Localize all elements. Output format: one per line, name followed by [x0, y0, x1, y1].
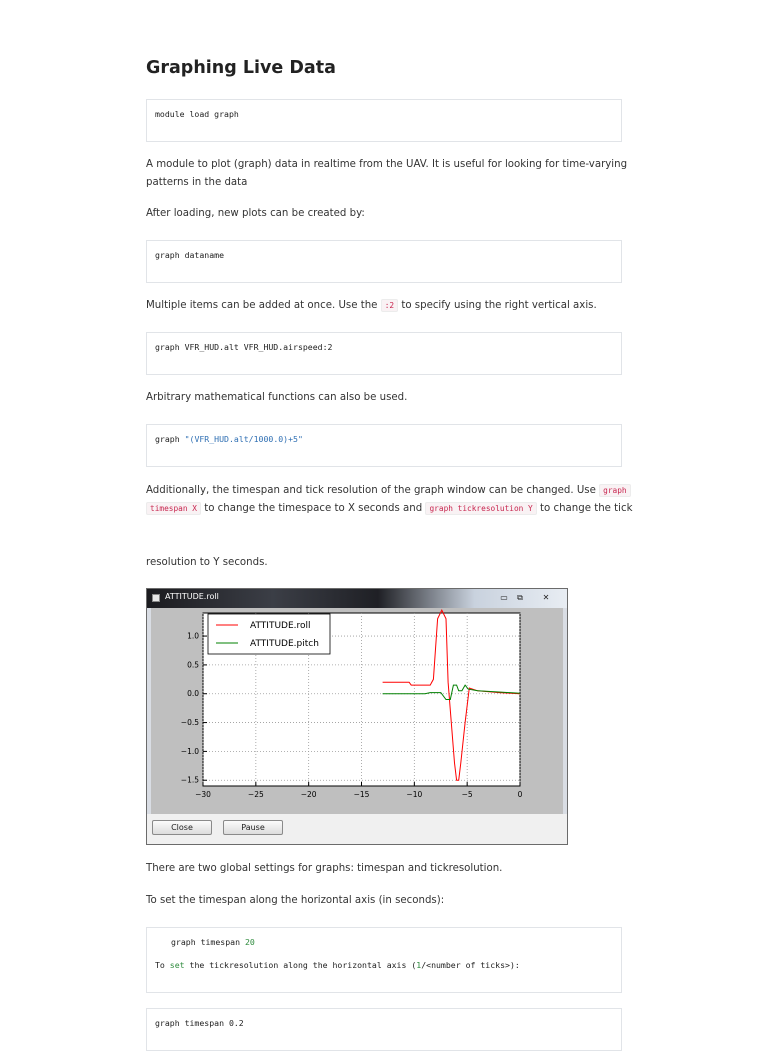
- intro-text-2: patterns in the data: [146, 177, 248, 188]
- intro-text: A module to plot (graph) data in realtime from the UAV. It is useful for looking for time-varying: [146, 159, 628, 170]
- additionally-text: Additionally, the timespan and tick resolution of the graph window can be changed. Use: [146, 485, 596, 496]
- close-button[interactable]: Close: [152, 820, 212, 835]
- inline-code: graph tickresolution Y: [425, 502, 536, 515]
- x-tick-label: −15: [353, 790, 370, 799]
- code-line: [171, 937, 255, 947]
- window-titlebar: [147, 589, 567, 608]
- code-line: [155, 960, 520, 970]
- code-keyword: set: [169, 960, 185, 970]
- global-settings-paragraph: There are two global settings for graphs: timespan and tickresolution.: [146, 863, 503, 874]
- multiple-paragraph: [146, 297, 622, 315]
- legend: [208, 614, 330, 654]
- code-text: graph timespan: [171, 937, 241, 947]
- legend-label: ATTITUDE.pitch: [250, 639, 319, 649]
- code-line: graph VFR_HUD.alt VFR_HUD.airspeed:2: [155, 342, 333, 352]
- x-tick-label: 0: [517, 790, 523, 799]
- minimize-icon[interactable]: ▭: [500, 593, 508, 602]
- code-string: "(VFR_HUD.alt/1000.0)+5": [184, 434, 303, 444]
- multiple-text-post: to specify using the right vertical axis.: [401, 300, 597, 311]
- code-text: To: [155, 960, 165, 970]
- resolution-paragraph: resolution to Y seconds.: [146, 557, 268, 568]
- x-tick-label: −25: [247, 790, 264, 799]
- graph-window-screenshot: [146, 588, 568, 845]
- code-text: /<number of ticks>):: [421, 960, 520, 970]
- code-block-math: [146, 424, 622, 467]
- close-icon[interactable]: ✕: [542, 593, 550, 602]
- maximize-icon[interactable]: ⧉: [517, 593, 523, 602]
- code-block-timespan: [146, 927, 622, 993]
- additionally-post: to change the tick: [540, 503, 633, 514]
- inline-code: graph: [599, 484, 630, 497]
- code-block-graph: [146, 240, 622, 283]
- arbitrary-paragraph: Arbitrary mathematical functions can also be used.: [146, 392, 408, 403]
- code-text: the tickresolution along the horizontal axis (: [189, 960, 417, 970]
- set-timespan-paragraph: To set the timespan along the horizontal axis (in seconds):: [146, 895, 445, 906]
- x-tick-label: −30: [195, 790, 211, 799]
- code-line: graph dataname: [155, 250, 225, 260]
- inline-code: timespan X: [146, 502, 201, 515]
- y-tick-label: 1.0: [187, 631, 199, 641]
- code-number: 1: [416, 960, 422, 970]
- intro-paragraph: [146, 156, 628, 192]
- code-line: graph timespan 0.2: [155, 1018, 244, 1028]
- line-chart: [151, 608, 563, 814]
- code-number: 20: [244, 937, 255, 947]
- code-block-last: [146, 1008, 622, 1051]
- code-keyword: graph: [155, 434, 180, 444]
- y-tick-label: −0.5: [180, 718, 199, 728]
- x-tick-label: −20: [300, 790, 317, 799]
- additionally-paragraph: [146, 482, 633, 518]
- code-block-load: [146, 99, 622, 142]
- window-button-bar: [147, 814, 567, 844]
- after-loading-paragraph: After loading, new plots can be created by:: [146, 208, 365, 219]
- multiple-text: Multiple items can be added at once. Use the: [146, 300, 378, 311]
- pause-button[interactable]: Pause: [223, 820, 283, 835]
- additionally-mid: to change the timespace to X seconds and: [204, 503, 423, 514]
- legend-label: ATTITUDE.roll: [250, 621, 311, 631]
- window-app-icon: [152, 594, 160, 602]
- y-tick-label: −1.5: [180, 775, 199, 785]
- page-title: Graphing Live Data: [146, 58, 336, 78]
- code-line: [155, 434, 303, 444]
- y-tick-label: 0.5: [187, 660, 199, 670]
- window-title: ATTITUDE.roll: [165, 592, 219, 601]
- y-tick-label: 0.0: [187, 689, 199, 699]
- code-block-multi: [146, 332, 622, 375]
- inline-code: :2: [381, 299, 398, 312]
- code-line: module load graph: [155, 109, 239, 119]
- x-tick-label: −5: [461, 790, 473, 799]
- x-tick-label: −10: [406, 790, 423, 799]
- plot-area: [151, 608, 563, 814]
- y-tick-label: −1.0: [180, 746, 199, 756]
